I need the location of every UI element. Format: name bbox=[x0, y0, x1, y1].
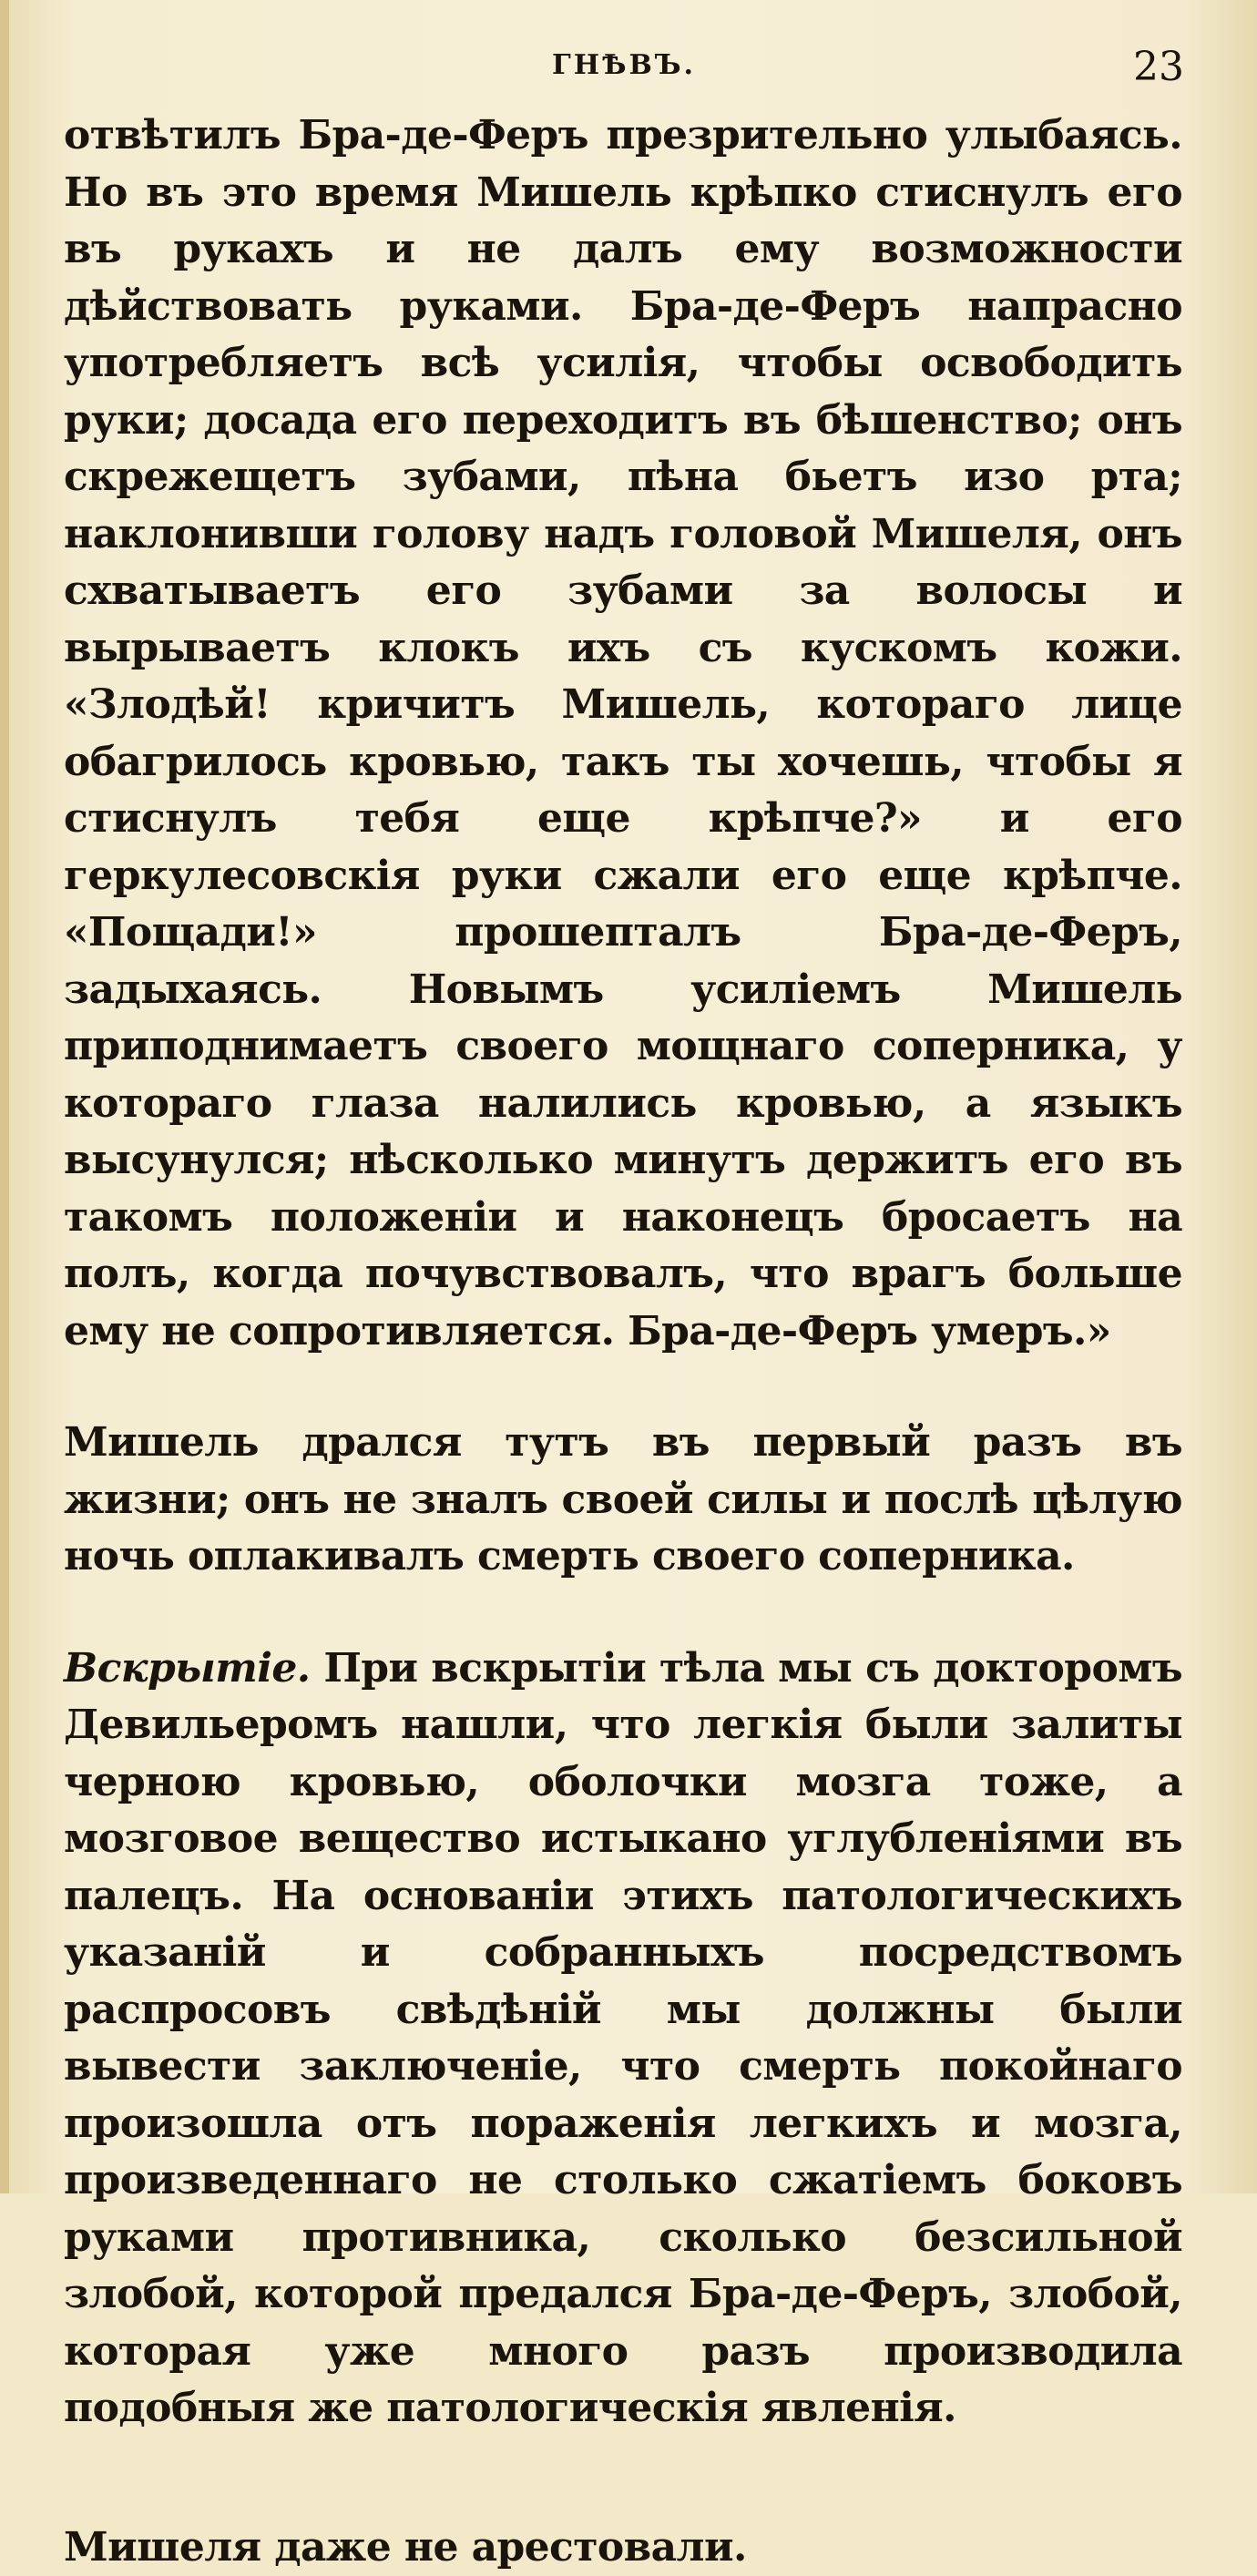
running-head bbox=[64, 44, 1184, 89]
running-title: ГНѢВЪ. bbox=[64, 49, 1184, 81]
paragraph-1: отвѣтилъ Бра-де-Феръ презрительно улыбаясь. Но въ это время Мишель крѣпко стиснулъ его въ рукахъ и не далъ ему возможности дѣйствовать руками. Бра-де-Феръ напрасно употребляетъ всѣ усилія, чтобы освободить руки; досада его переходитъ въ бѣшенство; онъ скрежещетъ зубами, пѣна бьетъ изо рта; наклонивши голову надъ головой Мишеля, онъ схватываетъ его зубами за волосы и вырываетъ клокъ ихъ съ кускомъ кожи. «Злодѣй! кричитъ Мишель, котораго лице обагрилось кровью, такъ ты хочешь, чтобы я стиснулъ тебя еще крѣпче?» и его геркулесовскія руки сжали его еще крѣпче. «Пощади!» прошепталъ Бра-де-Феръ, задыхаясь. Новымъ усиліемъ Мишель приподнимаетъ своего мощнаго соперника, у котораго глаза налились кровью, а языкъ высунулся; нѣсколько минутъ держитъ его въ такомъ положеніи и наконецъ бросаетъ на полъ, когда почувствовалъ, что врагъ больше ему не сопротивляется. Бра-де-Феръ умеръ.» bbox=[64, 107, 1182, 1360]
paragraph-3 bbox=[64, 1641, 1182, 2438]
body-text bbox=[64, 107, 1182, 2576]
paragraph-4: Мишеля даже не арестовали. bbox=[64, 2520, 1182, 2576]
paragraph-3-text: При вскрытіи тѣла мы съ докторомъ Девильеромъ нашли, что легкія были залиты черною кровью, оболочки мозга тоже, а мозговое вещество истыкано углубленіями въ палецъ. На основаніи этихъ патологическихъ указаній и собранныхъ посредствомъ распросовъ свѣдѣній мы должны были вывести заключеніе, что смерть покойнаго произошла отъ пораженія легкихъ и мозга, произведеннаго не столько сжатіемъ боковъ руками противника, сколько безсильной злобой, которой предался Бра-де-Феръ, злобой, которая уже много разъ производила подобныя же патологическія явленія. bbox=[64, 1645, 1182, 2432]
paragraph-3-lead: Вскрытіе. bbox=[64, 1645, 310, 1692]
paragraph-2: Мишель дрался тутъ въ первый разъ въ жизни; онъ не зналъ своей силы и послѣ цѣлую ночь оплакивалъ смерть своего соперника. bbox=[64, 1415, 1182, 1586]
page-number: 23 bbox=[1133, 44, 1184, 90]
page-edge-shadow bbox=[0, 0, 9, 2193]
